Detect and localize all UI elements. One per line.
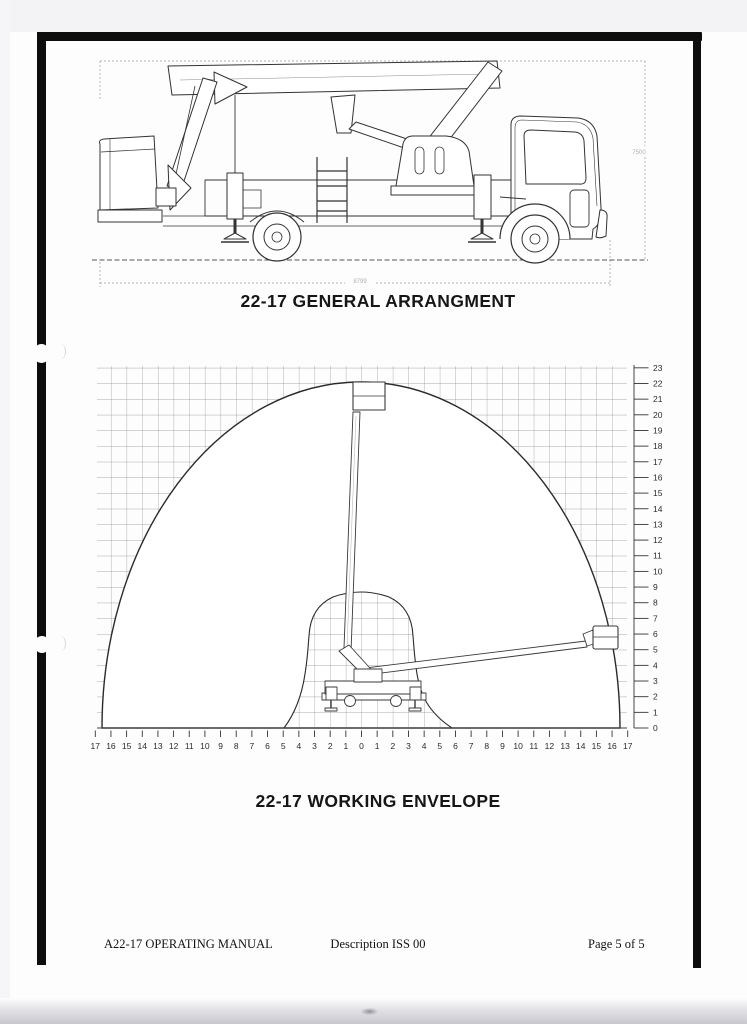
x-axis-tick-label: 15	[591, 741, 602, 751]
footer-description: Description ISS 00	[330, 937, 426, 951]
punch-hole-bottom	[34, 636, 50, 653]
x-axis-tick-label: 0	[359, 741, 364, 751]
y-axis-tick-label: 22	[653, 378, 663, 389]
flatbed	[205, 180, 555, 216]
y-axis-tick-label: 19	[653, 425, 663, 436]
x-axis	[91, 731, 633, 752]
x-axis-tick-label: 16	[607, 741, 617, 751]
y-axis-tick-label: 17	[653, 456, 663, 467]
x-axis-tick-label: 6	[265, 741, 270, 751]
truck-side-view	[98, 61, 607, 263]
x-axis-tick-label: 15	[121, 741, 132, 751]
y-axis-tick-label: 8	[653, 597, 658, 608]
y-axis-tick-label: 13	[653, 519, 663, 530]
x-axis-tick-label: 1	[374, 741, 380, 751]
x-axis-tick-label: 10	[200, 741, 210, 751]
overall-length-dimension: 8799	[353, 279, 367, 285]
y-axis-tick-label: 16	[653, 472, 663, 483]
x-axis-tick-label: 4	[421, 741, 427, 751]
y-axis-tick-label: 14	[653, 503, 663, 514]
x-axis-tick-label: 13	[560, 741, 570, 751]
truck-wheel	[391, 696, 402, 707]
x-axis-tick-label: 6	[453, 741, 458, 751]
y-axis-tick-label: 2	[653, 691, 658, 702]
x-axis-tick-label: 9	[218, 741, 223, 751]
x-axis-tick-label: 14	[576, 741, 586, 751]
page-border-right	[693, 32, 701, 968]
y-axis-tick-label: 21	[653, 394, 663, 405]
x-axis-tick-label: 9	[500, 741, 505, 751]
y-axis-tick-label: 0	[653, 723, 658, 733]
truck-wheel	[345, 696, 356, 707]
control-box	[156, 188, 176, 206]
y-axis-tick-label: 3	[653, 676, 658, 687]
y-axis-tick-label: 18	[653, 441, 663, 452]
scan-margin-left	[0, 0, 10, 1000]
x-axis-tick-label: 7	[468, 741, 474, 751]
truck-turret	[354, 669, 382, 682]
x-axis-tick-label: 5	[280, 741, 286, 751]
truck-body	[325, 681, 421, 694]
x-axis-tick-label: 5	[437, 741, 443, 751]
y-axis-tick-label: 4	[653, 660, 658, 671]
page-border-left	[37, 32, 46, 965]
overall-height-dimension: 7500	[632, 150, 646, 156]
general-arrangement-title: 22-17 GENERAL ARRANGMENT	[240, 291, 516, 311]
y-axis-tick-label: 10	[653, 566, 663, 577]
x-axis-tick-label: 12	[168, 741, 179, 751]
footer-manual-name: A22-17 OPERATING MANUAL	[104, 937, 273, 951]
punch-hole-mark	[56, 636, 66, 651]
x-axis-tick-label: 10	[513, 741, 523, 751]
x-axis-tick-label: 1	[343, 741, 349, 751]
x-axis-tick-label: 17	[90, 741, 101, 751]
working-envelope-chart	[88, 352, 688, 762]
working-envelope-title: 22-17 WORKING ENVELOPE	[255, 791, 501, 811]
x-axis-tick-label: 13	[153, 741, 163, 751]
scan-margin-top	[0, 0, 747, 32]
y-axis-tick-label: 20	[653, 409, 663, 420]
turret-base	[391, 186, 479, 195]
x-axis-tick-label: 7	[249, 741, 255, 751]
x-axis-tick-label: 12	[544, 741, 555, 751]
front-wheel	[511, 215, 559, 263]
punch-hole-top	[33, 344, 50, 363]
x-axis-tick-label: 2	[390, 741, 396, 751]
y-axis	[634, 363, 663, 733]
general-arrangement-drawing	[88, 40, 654, 290]
basket-side	[593, 626, 618, 649]
y-axis-tick-label: 6	[653, 629, 658, 640]
x-axis-tick-label: 16	[106, 741, 116, 751]
x-axis-tick-label: 14	[137, 741, 147, 751]
x-axis-tick-label: 8	[484, 741, 490, 751]
rear-wheel	[253, 213, 301, 261]
x-axis-tick-label: 11	[184, 741, 194, 751]
x-axis-tick-label: 8	[233, 741, 239, 751]
platform-basket-stowed	[98, 136, 176, 222]
y-axis-tick-label: 1	[653, 707, 658, 718]
ladder-rack	[317, 157, 347, 223]
y-axis-tick-label: 12	[653, 535, 663, 546]
x-axis-tick-label: 3	[406, 741, 411, 751]
footer-page-number: Page 5 of 5	[588, 937, 645, 951]
x-axis-tick-label: 4	[296, 741, 302, 751]
punch-hole-mark	[56, 344, 66, 359]
y-axis-tick-label: 15	[653, 488, 663, 499]
outrigger-rear	[221, 95, 249, 242]
y-axis-tick-label: 5	[653, 644, 658, 655]
x-axis-tick-label: 11	[529, 741, 539, 751]
x-axis-tick-label: 3	[312, 741, 317, 751]
cab-window	[524, 130, 586, 184]
y-axis-tick-label: 11	[653, 550, 662, 561]
scan-smudge	[361, 1008, 378, 1015]
x-axis-tick-label: 2	[327, 741, 333, 751]
x-axis-tick-label: 17	[622, 741, 633, 751]
y-axis-tick-label: 23	[653, 362, 663, 373]
y-axis-tick-label: 7	[653, 613, 658, 624]
y-axis-tick-label: 9	[653, 582, 658, 593]
